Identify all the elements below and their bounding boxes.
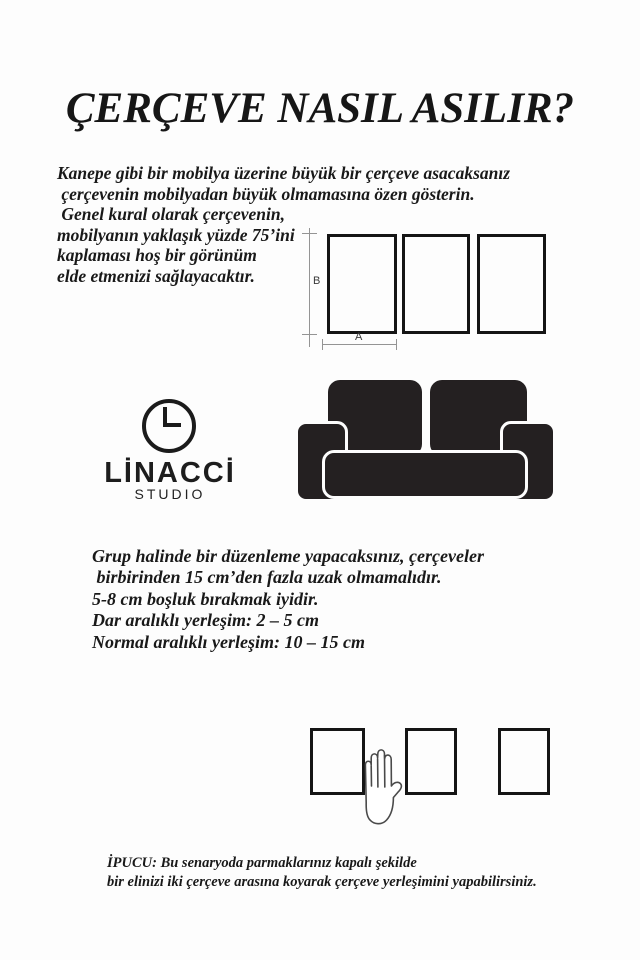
tip-line: bir elinizi iki çerçeve arasına koyarak çerçeve yerleşimini yapabilirsiniz.: [107, 873, 537, 890]
hand-icon: [353, 741, 409, 825]
width-dimension-label: A: [355, 331, 363, 343]
height-dimension-tick-bottom: [302, 334, 317, 335]
diagram-frame-1: [327, 234, 397, 334]
width-dimension-tick-left: [322, 339, 323, 350]
spacing-line: Grup halinde bir düzenleme yapacaksınız, çerçeveler: [92, 546, 484, 566]
height-dimension-label: B: [313, 275, 321, 287]
intro-line: Genel kural olarak çerçevenin,: [57, 204, 285, 225]
tip-line: İPUCU: Bu senaryoda parmaklarınız kapalı şekilde: [107, 855, 417, 871]
spacing-line: Normal aralıklı yerleşim: 10 – 15 cm: [92, 631, 365, 652]
diagram-frame-2: [402, 234, 470, 334]
hand-diagram-frame-2: [405, 728, 457, 795]
spacing-paragraph: [92, 546, 484, 653]
width-dimension-tick-right: [396, 339, 397, 350]
intro-line: kaplaması hoş bir görünüm: [57, 245, 257, 266]
spacing-line: birbirinden 15 cm’den fazla uzak olmamalıdır.: [92, 567, 442, 588]
intro-line: çerçevenin mobilyadan büyük olmamasına özen gösterin.: [57, 183, 475, 204]
sofa-icon: [295, 378, 560, 504]
clock-hand-horizontal: [165, 423, 181, 427]
height-dimension-line: [309, 228, 310, 347]
spacing-line: 5-8 cm boşluk bırakmak iyidir.: [92, 588, 319, 609]
intro-line: Kanepe gibi bir mobilya üzerine büyük bir çerçeve asacaksanız: [57, 163, 511, 183]
height-dimension-tick-top: [302, 233, 317, 234]
brand-subtitle: STUDIO: [134, 486, 206, 502]
page-title: ÇERÇEVE NASIL ASILIR?: [65, 85, 575, 132]
hand-diagram-frame-3: [498, 728, 550, 795]
tip-paragraph: [107, 854, 537, 891]
intro-line: elde etmenizi sağlayacaktır.: [57, 265, 255, 286]
intro-line: mobilyanın yaklaşık yüzde 75’ini: [57, 224, 295, 245]
sofa-seat-cushion: [322, 450, 528, 499]
brand-name: LİNACCİ: [104, 457, 236, 489]
spacing-line: Dar aralıklı yerleşim: 2 – 5 cm: [92, 610, 319, 631]
diagram-frame-3: [477, 234, 546, 334]
width-dimension-line: [322, 344, 397, 345]
